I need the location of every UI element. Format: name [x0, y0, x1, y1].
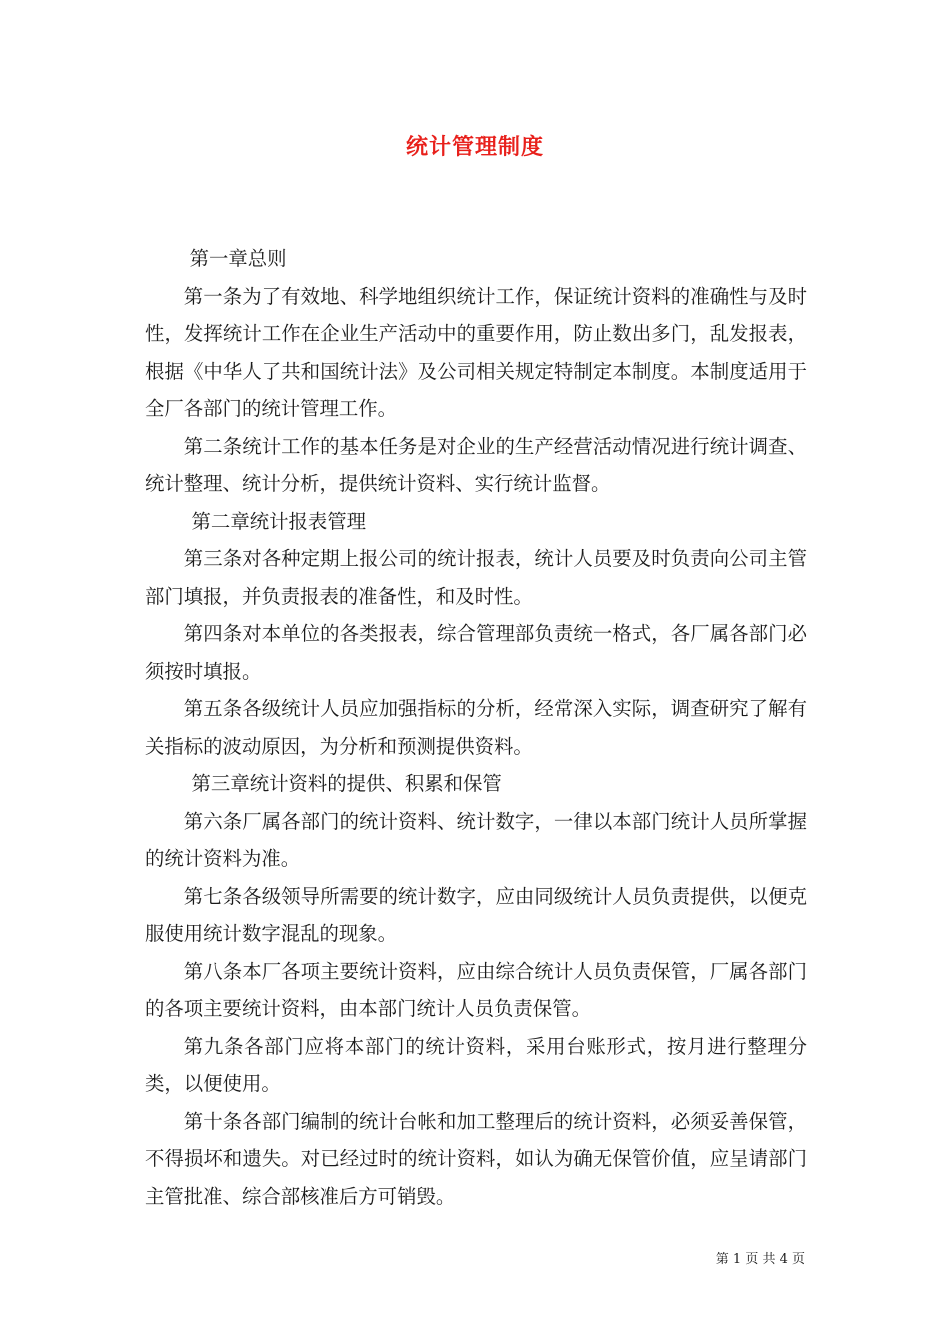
article-paragraph: 第五条各级统计人员应加强指标的分析，经常深入实际，调查研究了解有关指标的波动原因，为分析和预测提供资料。	[145, 697, 807, 758]
article-paragraph: 第八条本厂各项主要统计资料，应由综合统计人员负责保管，厂属各部门的各项主要统计资料，由本部门统计人员负责保管。	[145, 959, 807, 1020]
page-number-footer: 第 1 页 共 4 页	[715, 1252, 805, 1267]
chapter-heading: 第二章统计报表管理	[191, 509, 367, 533]
article-paragraph: 第四条对本单位的各类报表，综合管理部负责统一格式，各厂属各部门必须按时填报。	[145, 622, 807, 683]
article-paragraph: 第七条各级领导所需要的统计数字，应由同级统计人员负责提供，以便克服使用统计数字混乱的现象。	[145, 884, 807, 945]
document-body	[145, 240, 807, 1215]
article-paragraph: 第二条统计工作的基本任务是对企业的生产经营活动情况进行统计调查、统计整理、统计分析，提供统计资料、实行统计监督。	[145, 434, 807, 495]
chapter-heading: 第三章统计资料的提供、积累和保管	[191, 772, 502, 795]
article-paragraph: 第一条为了有效地、科学地组织统计工作，保证统计资料的准确性与及时性，发挥统计工作在企业生产活动中的重要作用，防止数出多门，乱发报表，根据《中华人了共和国统计法》及公司相关规定特制定本制度。本制度适用于全厂各部门的统计管理工作。	[145, 284, 807, 420]
article-paragraph: 第十条各部门编制的统计台帐和加工整理后的统计资料，必须妥善保管，不得损坏和遗失。对已经过时的统计资料，如认为确无保管价值，应呈请部门主管批准、综合部核准后方可销毁。	[145, 1109, 807, 1208]
article-paragraph: 第六条厂属各部门的统计资料、统计数字，一律以本部门统计人员所掌握的统计资料为准。	[145, 809, 807, 870]
page-title: 统计管理制度	[405, 134, 544, 160]
article-paragraph: 第三条对各种定期上报公司的统计报表，统计人员要及时负责向公司主管部门填报，并负责报表的准备性，和及时性。	[145, 547, 807, 608]
article-paragraph: 第九条各部门应将本部门的统计资料，采用台账形式，按月进行整理分类，以便使用。	[145, 1034, 807, 1095]
chapter-heading: 第一章总则	[189, 247, 287, 270]
